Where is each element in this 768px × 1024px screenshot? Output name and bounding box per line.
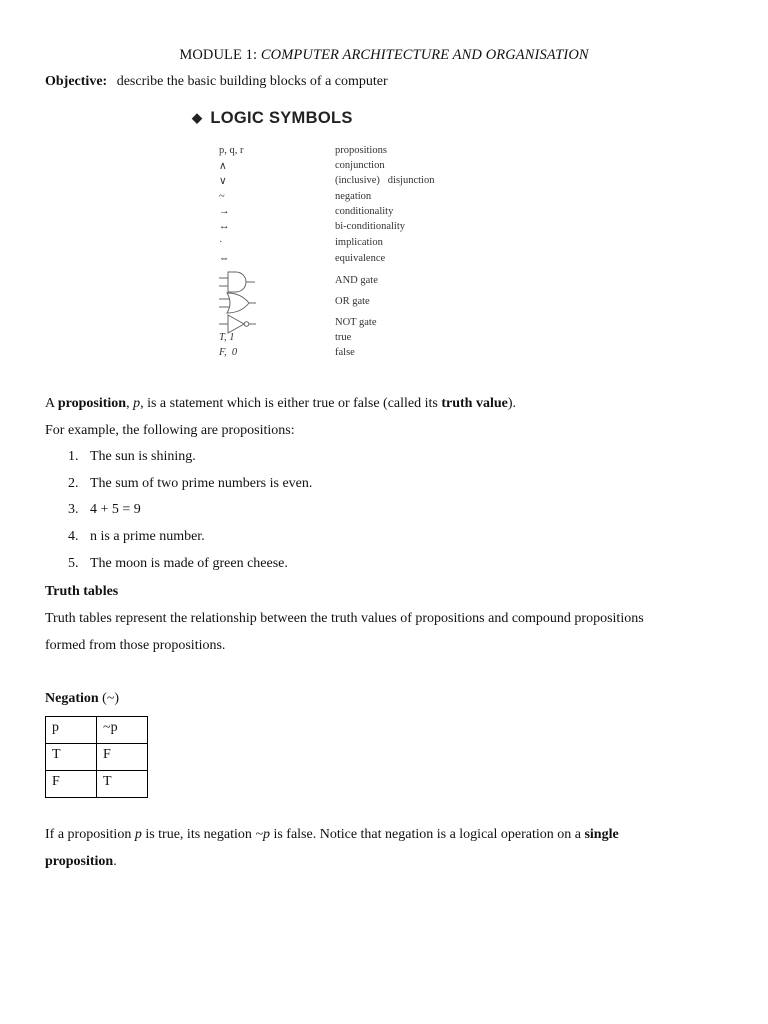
- module-title: COMPUTER ARCHITECTURE AND ORGANISATION: [260, 47, 589, 63]
- page-title: [0, 47, 768, 64]
- symbol: →: [219, 206, 230, 217]
- symbol-description: OR gate: [335, 296, 370, 307]
- symbol-row: [219, 145, 459, 160]
- symbol-row: [219, 317, 459, 332]
- symbol: F, 0: [219, 347, 238, 358]
- term-proposition: proposition: [57, 396, 127, 411]
- symbol-row: [219, 347, 459, 362]
- table-cell: p: [46, 717, 97, 744]
- negation-note-line1: If a proposition p is true, its negation ~p is false. Notice that negation is a logical operation on a single: [45, 827, 619, 842]
- symbol: ·: [219, 237, 223, 248]
- list-item: 5. The moon is made of green cheese.: [68, 556, 288, 571]
- table-cell: T: [97, 771, 148, 798]
- diamond-bullet-icon: ◆: [192, 110, 203, 125]
- table-cell: T: [46, 744, 97, 771]
- list-item: 4. n is a prime number.: [68, 529, 205, 544]
- symbol: ↔: [219, 221, 230, 232]
- truth-tables-text-line1: Truth tables represent the relationship between the truth values of propositions and compound propositions: [45, 611, 644, 626]
- symbol-description: conditionality: [335, 206, 394, 217]
- symbol-description: equivalence: [335, 253, 386, 264]
- symbol-row: [219, 160, 459, 175]
- negation-truth-table: [45, 716, 148, 798]
- symbol-description: true: [335, 332, 352, 343]
- logic-symbols-title: ◆ LOGIC SYMBOLS: [192, 109, 353, 127]
- truth-tables-text-line2: formed from those propositions.: [45, 638, 226, 653]
- examples-intro: For example, the following are propositions:: [45, 423, 295, 438]
- symbol-description: (inclusive) disjunction: [335, 175, 435, 186]
- table-row: [46, 771, 148, 798]
- negation-heading: Negation (~): [45, 691, 120, 706]
- objective-label: Objective:: [45, 74, 108, 89]
- symbol-row: [219, 296, 459, 311]
- symbol-description: false: [335, 347, 355, 358]
- symbol: T, 1: [219, 332, 235, 343]
- symbol-row: [219, 253, 459, 268]
- table-cell: F: [46, 771, 97, 798]
- symbol-description: implication: [335, 237, 383, 248]
- symbol-description: AND gate: [335, 275, 378, 286]
- symbol-description: bi-conditionality: [335, 221, 405, 232]
- proposition-definition: A proposition, p, is a statement which is either true or false (called its truth value).: [45, 396, 517, 411]
- negation-note-line2: proposition.: [45, 854, 117, 869]
- list-item: 2. The sum of two prime numbers is even.: [68, 476, 313, 491]
- objective-text: describe the basic building blocks of a computer: [116, 74, 388, 89]
- symbol-row: [219, 175, 459, 190]
- symbol: ~: [219, 191, 225, 202]
- symbol: ∧: [219, 161, 227, 172]
- symbol-description: conjunction: [335, 160, 385, 171]
- symbol-row: [219, 191, 459, 206]
- symbol-row: [219, 221, 459, 236]
- table-row: [46, 717, 148, 744]
- symbol-description: propositions: [335, 145, 387, 156]
- symbol-row: [219, 275, 459, 290]
- table-cell: F: [97, 744, 148, 771]
- symbol: ⇔: [219, 253, 230, 264]
- module-prefix: MODULE 1:: [179, 47, 261, 63]
- symbol: ∨: [219, 176, 227, 187]
- objective-line: [45, 74, 388, 90]
- logic-symbols-figure: [192, 104, 452, 366]
- symbol: p, q, r: [219, 145, 244, 156]
- symbol-description: negation: [335, 191, 372, 202]
- symbol-row: [219, 206, 459, 221]
- symbol-description: NOT gate: [335, 317, 377, 328]
- symbol-row: [219, 237, 459, 252]
- list-item: 1. The sun is shining.: [68, 449, 196, 464]
- symbol-row: [219, 332, 459, 347]
- truth-tables-heading: Truth tables: [45, 584, 119, 599]
- table-row: [46, 744, 148, 771]
- table-cell: ~p: [97, 717, 148, 744]
- term-truth-value: truth value: [441, 396, 508, 411]
- list-item: 3. 4 + 5 = 9: [68, 502, 141, 517]
